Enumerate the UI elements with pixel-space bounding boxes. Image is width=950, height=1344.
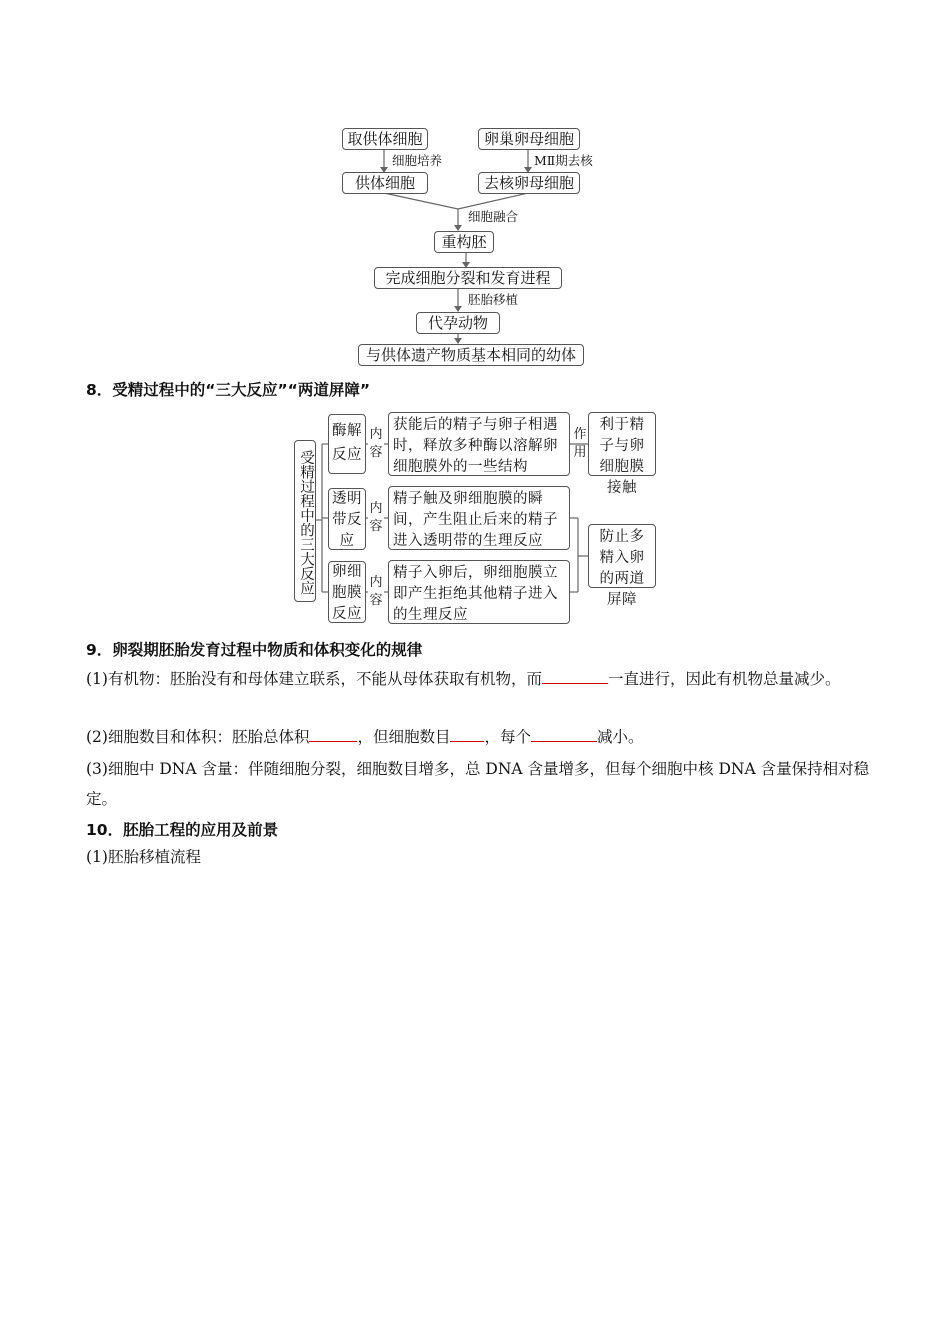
section9-paragraph-1 [86, 664, 876, 694]
fertilization-root-box: 受精过程中的三大反应 [294, 440, 316, 602]
section10-heading: 10．胚胎工程的应用及前景 [86, 821, 279, 839]
section9-p2-text-d: 减小。 [597, 728, 644, 746]
reaction-enzyme-content: 获能后的精子与卵子相遇时，释放多种酶以溶解卵细胞膜外的一些结构 [388, 412, 570, 476]
section8-heading: 8．受精过程中的“三大反应”“两道屏障” [86, 381, 371, 399]
section9-heading: 9．卵裂期胚胎发育过程中物质和体积变化的规律 [86, 641, 423, 659]
flow-surrogate-box: 代孕动物 [416, 312, 500, 334]
reaction-membrane-content-label: 内容 [369, 575, 383, 608]
flow-fusion-label: 细胞融合 [468, 209, 519, 224]
section9-paragraph-2 [86, 722, 876, 752]
reaction-enzyme-effect-label: 作用 [573, 427, 587, 460]
section9-p2-text-a: (2)细胞数目和体积：胚胎总体积 [86, 728, 310, 746]
flow-culture-label: 细胞培养 [392, 153, 443, 168]
section9-p2-text-b: ，但细胞数目 [357, 728, 451, 746]
flow-develop-box: 完成细胞分裂和发育进程 [374, 267, 562, 289]
reaction-membrane-box: 卵细胞膜反应 [328, 561, 366, 623]
reaction-membrane-content: 精子入卵后，卵细胞膜立即产生拒绝其他精子进入的生理反应 [388, 560, 570, 624]
flow-donor-box: 供体细胞 [342, 172, 428, 194]
section9-paragraph-3: (3)细胞中 DNA 含量：伴随细胞分裂，细胞数目增多，总 DNA 含量增多，但每个细胞中核 DNA 含量保持相对稳定。 [86, 760, 870, 808]
flow-transfer-label: 胚胎移植 [468, 292, 519, 307]
blank-4[interactable] [531, 727, 597, 742]
flow-offspring-box: 与供体遗产物质基本相同的幼体 [358, 344, 584, 366]
flow-reconstructed-box: 重构胚 [434, 231, 494, 253]
flow-enucleated-oocyte-box: 去核卵母细胞 [478, 172, 580, 194]
section10-paragraph-1: (1)胚胎移植流程 [86, 848, 201, 866]
reaction-zona-box: 透明带反应 [328, 488, 366, 550]
blank-3[interactable] [450, 727, 484, 742]
section9-p2-text-c: ，每个 [484, 728, 531, 746]
section9-p1-text-b: 一直进行，因此有机物总量减少。 [607, 670, 841, 688]
blank-1[interactable] [542, 669, 608, 684]
flow-enucleate-label: MⅡ期去核 [534, 153, 593, 168]
barrier-box: 防止多精入卵的两道屏障 [588, 524, 656, 588]
reaction-enzyme-box: 酶解反应 [328, 414, 366, 474]
reaction-zona-content: 精子触及卵细胞膜的瞬间，产生阻止后来的精子进入透明带的生理反应 [388, 486, 570, 550]
reaction-enzyme-effect: 利于精子与卵细胞膜接触 [588, 412, 656, 476]
blank-2[interactable] [309, 727, 357, 742]
section9-p1-text-a: (1)有机物：胚胎没有和母体建立联系，不能从母体获取有机物，而 [86, 670, 542, 688]
reaction-zona-content-label: 内容 [369, 501, 383, 534]
reaction-enzyme-content-label: 内容 [369, 427, 383, 460]
flow-oocyte-box: 卵巢卵母细胞 [478, 128, 580, 150]
flow-donor-cell-box: 取供体细胞 [342, 128, 428, 150]
